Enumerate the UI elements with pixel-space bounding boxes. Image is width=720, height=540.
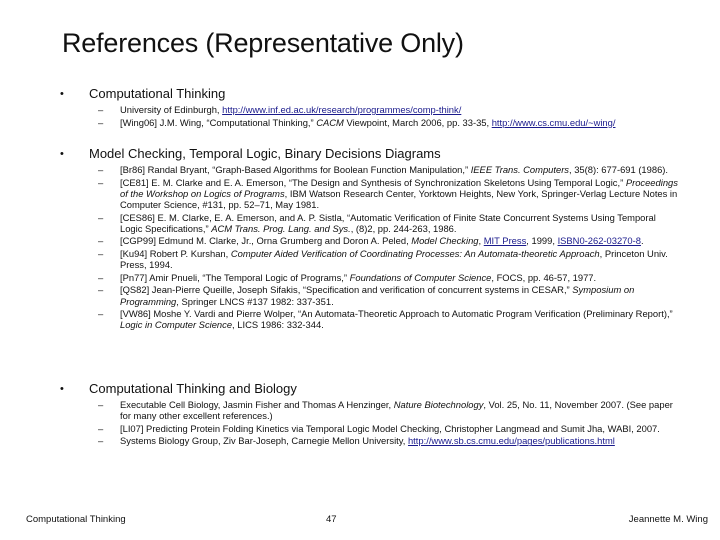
footer-author: Jeannette M. Wing [628, 514, 708, 525]
reference-text [120, 284, 680, 306]
text-segment: , 1999, [526, 235, 558, 247]
reference-text [120, 212, 680, 234]
dash-icon: – [98, 235, 104, 247]
dash-icon: – [98, 271, 104, 283]
reference-text [120, 177, 680, 211]
bullet-icon: • [60, 383, 64, 395]
reference-link[interactable]: MIT Press [483, 235, 527, 247]
section-computational-thinking [60, 86, 700, 129]
text-segment: [QS82] Jean-Pierre Queille, Joseph Sifakis, “Specification and verification of concurrent systems in CESAR,” [120, 284, 573, 296]
reference-item [60, 308, 700, 330]
reference-text [120, 423, 680, 434]
text-segment: , IBM Watson Research Center, Yorktown Heights, New York, Springer-Verlag Lecture Notes in Computer Science, #131, pp. 52–71, May 1981. [120, 187, 678, 210]
reference-list [60, 399, 700, 447]
dash-icon: – [98, 247, 104, 259]
reference-link[interactable]: ISBN0-262-03270-8 [557, 235, 641, 247]
section-computational-thinking-biology [60, 381, 700, 448]
footer-page-number: 47 [326, 514, 337, 525]
dash-icon: – [98, 116, 104, 128]
section-heading: Model Checking, Temporal Logic, Binary Decisions Diagrams [89, 146, 441, 161]
italic-title: Proceedings of the Workshop on Logics of Programs [120, 176, 678, 199]
reference-text [120, 272, 680, 283]
text-segment: , 35(8): 677-691 (1986). [569, 164, 669, 175]
text-segment: [VW86] Moshe Y. Vardi and Pierre Wolper, “An Automata-Theoretic Approach to Automatic Program Verification (Preliminary Report),” [120, 308, 673, 320]
reference-item [60, 435, 700, 446]
reference-item [60, 272, 700, 283]
reference-item [60, 164, 700, 175]
reference-text [120, 435, 680, 446]
reference-item [60, 284, 700, 306]
italic-title: Symposium on Programming [120, 284, 635, 307]
text-segment: . [640, 235, 644, 247]
italic-title: Computer Aided Verification of Coordinating Processes: An Automata-theoretic Approach [230, 247, 600, 259]
italic-title: Foundations of Computer Science [349, 271, 492, 283]
text-segment: [Ku94] Robert P. Kurshan, [120, 247, 231, 259]
reference-text [120, 164, 680, 175]
reference-link[interactable]: http://www.inf.ed.ac.uk/research/programmes/comp-think/ [222, 104, 462, 115]
reference-item [60, 177, 700, 211]
reference-item [60, 104, 700, 115]
italic-title: Logic in Computer Science [120, 319, 233, 331]
text-segment: , Springer LNCS #137 1982: 337-351. [176, 295, 334, 307]
text-segment: [CGP99] Edmund M. Clarke, Jr., Orna Grumberg and Doron A. Peled, [120, 235, 412, 247]
text-segment: Systems Biology Group, Ziv Bar-Joseph, Carnegie Mellon University, [120, 435, 408, 447]
text-segment: , Vol. 25, No. 11, November 2007. (See paper for many other excellent references.) [120, 399, 673, 422]
text-segment: , FOCS, pp. 46-57, 1977. [491, 271, 597, 283]
text-segment: [Br86] Randal Bryant, “Graph-Based Algorithms for Boolean Function Manipulation,” [120, 164, 471, 175]
reference-item [60, 423, 700, 434]
reference-link[interactable]: http://www.cs.cmu.edu/~wing/ [491, 116, 616, 128]
text-segment: , (8)2, pp. 244-263, 1986. [350, 222, 457, 234]
reference-text [120, 104, 680, 115]
dash-icon: – [98, 284, 104, 296]
bullet-icon: • [60, 88, 64, 100]
dash-icon: – [98, 308, 104, 320]
italic-title: Model Checking [411, 235, 479, 247]
section-model-checking [60, 146, 700, 332]
reference-list [60, 164, 700, 331]
reference-item [60, 117, 700, 128]
section-heading: Computational Thinking and Biology [89, 381, 297, 396]
italic-title: Nature Biotechnology [393, 399, 484, 410]
text-segment: [CES86] E. M. Clarke, E. A. Emerson, and A. P. Sistla, “Automatic Verification of Finite State Concurrent Systems Using Temporal Logic Specifications,” [120, 211, 656, 234]
reference-list [60, 104, 700, 128]
dash-icon: – [98, 104, 104, 115]
reference-item [60, 212, 700, 234]
reference-text [120, 117, 680, 128]
italic-title: IEEE Trans. Computers [470, 164, 569, 175]
italic-title: ACM Trans. Prog. Lang. and Sys. [211, 222, 351, 234]
dash-icon: – [98, 399, 104, 410]
text-segment: [CE81] E. M. Clarke and E. A. Emerson, “The Design and Synthesis of Synchronization Skeletons Using Temporal Logic,” [120, 176, 626, 188]
section-heading: Computational Thinking [89, 86, 226, 101]
reference-item [60, 248, 700, 270]
text-segment: [Pn77] Amir Pnueli, “The Temporal Logic of Programs,” [120, 271, 350, 283]
bullet-icon: • [60, 148, 64, 160]
text-segment: , Princeton Univ. Press, 1994. [120, 247, 668, 271]
text-segment: Viewpoint, March 2006, pp. 33-35, [343, 116, 492, 128]
text-segment: [Wing06] J.M. Wing, “Computational Thinking,” [120, 116, 317, 128]
reference-item [60, 399, 700, 421]
reference-link[interactable]: http://www.sb.cs.cmu.edu/pages/publications.html [407, 435, 615, 447]
reference-text [120, 308, 680, 330]
dash-icon: – [98, 211, 104, 223]
text-segment: University of Edinburgh, [120, 104, 223, 115]
reference-text [120, 235, 680, 246]
text-segment: [LI07] Predicting Protein Folding Kinetics via Temporal Logic Model Checking, Christopher Langmead and Sumit Jha, WABI, 2007. [120, 422, 660, 434]
reference-item [60, 235, 700, 246]
dash-icon: – [98, 435, 104, 447]
dash-icon: – [98, 164, 104, 175]
text-segment: , [478, 235, 484, 247]
dash-icon: – [98, 176, 104, 188]
italic-title: CACM [316, 116, 344, 128]
text-segment: , LICS 1986: 332-344. [232, 319, 324, 331]
footer-course-title: Computational Thinking [26, 514, 126, 525]
slide-title: References (Representative Only) [62, 28, 464, 58]
reference-text [120, 248, 680, 270]
reference-text [120, 399, 680, 421]
dash-icon: – [98, 422, 104, 434]
text-segment: Executable Cell Biology, Jasmin Fisher and Thomas A Henzinger, [120, 399, 394, 410]
